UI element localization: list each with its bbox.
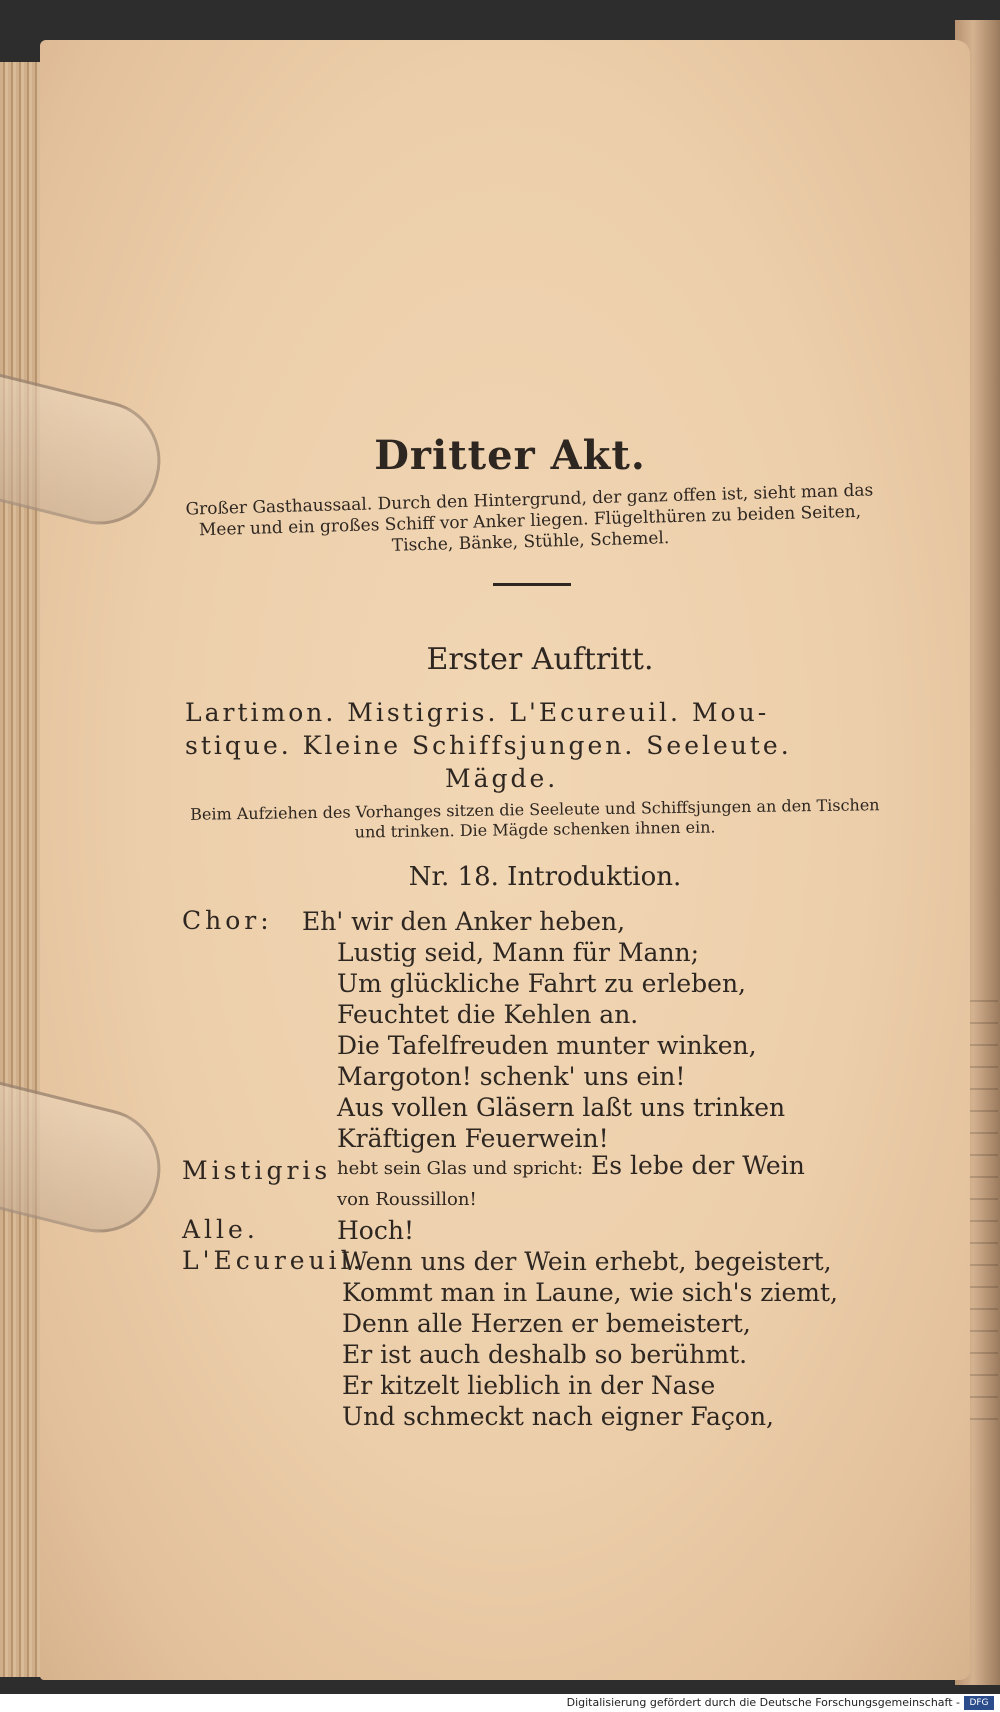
chor-verse xyxy=(302,906,897,1154)
cast-line: stique. Kleine Schiffsjungen. Seeleute. xyxy=(185,731,792,760)
funding-credit: Digitalisierung gefördert durch die Deutsche Forschungsgemeinschaft - xyxy=(566,1696,960,1709)
cast-list xyxy=(185,696,885,795)
verse-line: Eh' wir den Anker heben, xyxy=(302,907,626,936)
spoken-line: Es lebe der Wein xyxy=(591,1151,805,1180)
alle-line: Hoch! xyxy=(337,1216,415,1245)
verse-line: Feuchtet die Kehlen an. xyxy=(337,1000,639,1029)
stage-direction: Beim Aufziehen des Vorhanges sitzen die Seeleute und Schiffsjungen an den Tischen und trinken. Die Mägde schenken ihnen ein. xyxy=(190,795,880,842)
verse-line: Aus vollen Gläsern laßt uns trinken xyxy=(337,1093,786,1122)
number-title: Nr. 18. Introduktion. xyxy=(408,862,682,892)
verse-line: Kräftigen Feuerwein! xyxy=(337,1124,609,1153)
speaker-ecureuil: L'Ecureuil. xyxy=(182,1246,365,1275)
verse-line: Er kitzelt lieblich in der Nase xyxy=(342,1371,716,1400)
verse-line: Die Tafelfreuden munter winken, xyxy=(337,1031,757,1060)
speaker-mistigris: Mistigris xyxy=(182,1156,332,1185)
stage-setting: Großer Gasthaussaal. Durch den Hintergrund, der ganz offen ist, sieht man das Meer und ein großes Schiff vor Anker liegen. Flügelthüren zu beiden Seiten, Tische, Bänke, Stühle, Schemel. xyxy=(185,480,874,556)
dfg-logo-icon: DFG xyxy=(964,1696,994,1710)
speaker-chor: Chor: xyxy=(182,906,273,935)
inline-direction: hebt sein Glas und spricht: xyxy=(337,1158,584,1179)
speaker-alle: Alle. xyxy=(182,1215,259,1244)
verse-line: Kommt man in Laune, wie sich's ziemt, xyxy=(342,1278,838,1307)
verse-line: Um glückliche Fahrt zu erleben, xyxy=(337,969,747,998)
verse-line: Lustig seid, Mann für Mann; xyxy=(337,938,700,967)
verse-line: Wenn uns der Wein erhebt, begeistert, xyxy=(342,1247,832,1276)
verse-line: Und schmeckt nach eigner Façon, xyxy=(342,1402,774,1431)
verse-line: Margoton! schenk' uns ein! xyxy=(337,1062,686,1091)
scene-title: Erster Auftritt. xyxy=(426,642,654,677)
verse-line: Er ist auch deshalb so berühmt. xyxy=(342,1340,748,1369)
section-divider xyxy=(493,583,571,586)
mistigris-speech xyxy=(337,1150,897,1215)
book-page xyxy=(40,40,970,1680)
footer-bar xyxy=(0,1694,1000,1712)
ecureuil-verse xyxy=(342,1246,902,1432)
verse-line: Denn alle Herzen er bemeistert, xyxy=(342,1309,751,1338)
act-title: Dritter Akt. xyxy=(374,432,646,479)
cast-line: Mägde. xyxy=(445,764,559,793)
spoken-line: von Roussillon! xyxy=(337,1189,477,1210)
cast-line: Lartimon. Mistigris. L'Ecureuil. Mou- xyxy=(185,698,770,727)
